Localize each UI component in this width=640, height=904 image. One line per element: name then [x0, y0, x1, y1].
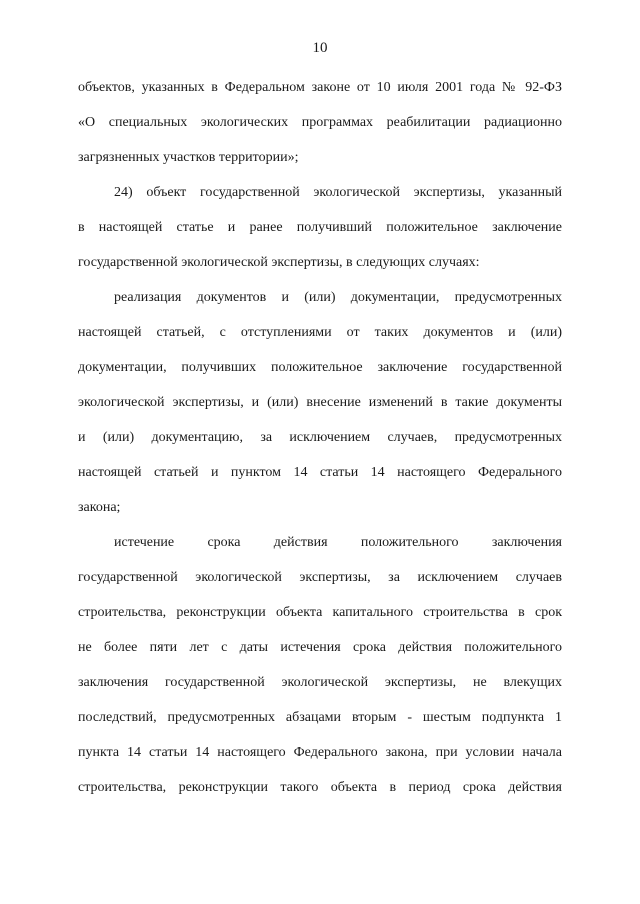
text-line: заключения государственной экологической экспертизы, не влекущих: [78, 675, 562, 690]
page-number: 10: [312, 40, 328, 56]
text-line: загрязненных участков территории»;: [78, 150, 299, 165]
text-line: истечение срока действия положительного заключения: [114, 535, 562, 550]
text-line: закона;: [78, 500, 121, 515]
text-line: экологической экспертизы, и (или) внесение изменений в такие документы: [78, 395, 562, 410]
text-line: строительства, реконструкции такого объекта в период срока действия: [78, 780, 562, 795]
text-line: реализация документов и (или) документации, предусмотренных: [114, 290, 562, 305]
text-line: «О специальных экологических программах реабилитации радиационно: [78, 115, 562, 130]
document-body: [78, 77, 562, 812]
text-line: последствий, предусмотренных абзацами вторым - шестым подпункта 1: [78, 710, 562, 725]
text-line: государственной экологической экспертизы, в следующих случаях:: [78, 255, 480, 270]
text-line: настоящей статьей и пунктом 14 статьи 14 настоящего Федерального: [78, 465, 562, 480]
text-line: документации, получивших положительное заключение государственной: [78, 360, 562, 375]
text-line: не более пяти лет с даты истечения срока действия положительного: [78, 640, 562, 655]
text-line: настоящей статьей, с отступлениями от таких документов и (или): [78, 325, 562, 340]
text-line: в настоящей статье и ранее получивший положительное заключение: [78, 220, 562, 235]
text-line: объектов, указанных в Федеральном законе от 10 июля 2001 года № 92-ФЗ: [78, 80, 562, 95]
text-line: и (или) документацию, за исключением случаев, предусмотренных: [78, 430, 562, 445]
text-line: 24) объект государственной экологической экспертизы, указанный: [114, 185, 562, 200]
text-line: строительства, реконструкции объекта капитального строительства в срок: [78, 605, 562, 620]
text-line: пункта 14 статьи 14 настоящего Федерального закона, при условии начала: [78, 745, 562, 760]
text-line: государственной экологической экспертизы, за исключением случаев: [78, 570, 562, 585]
